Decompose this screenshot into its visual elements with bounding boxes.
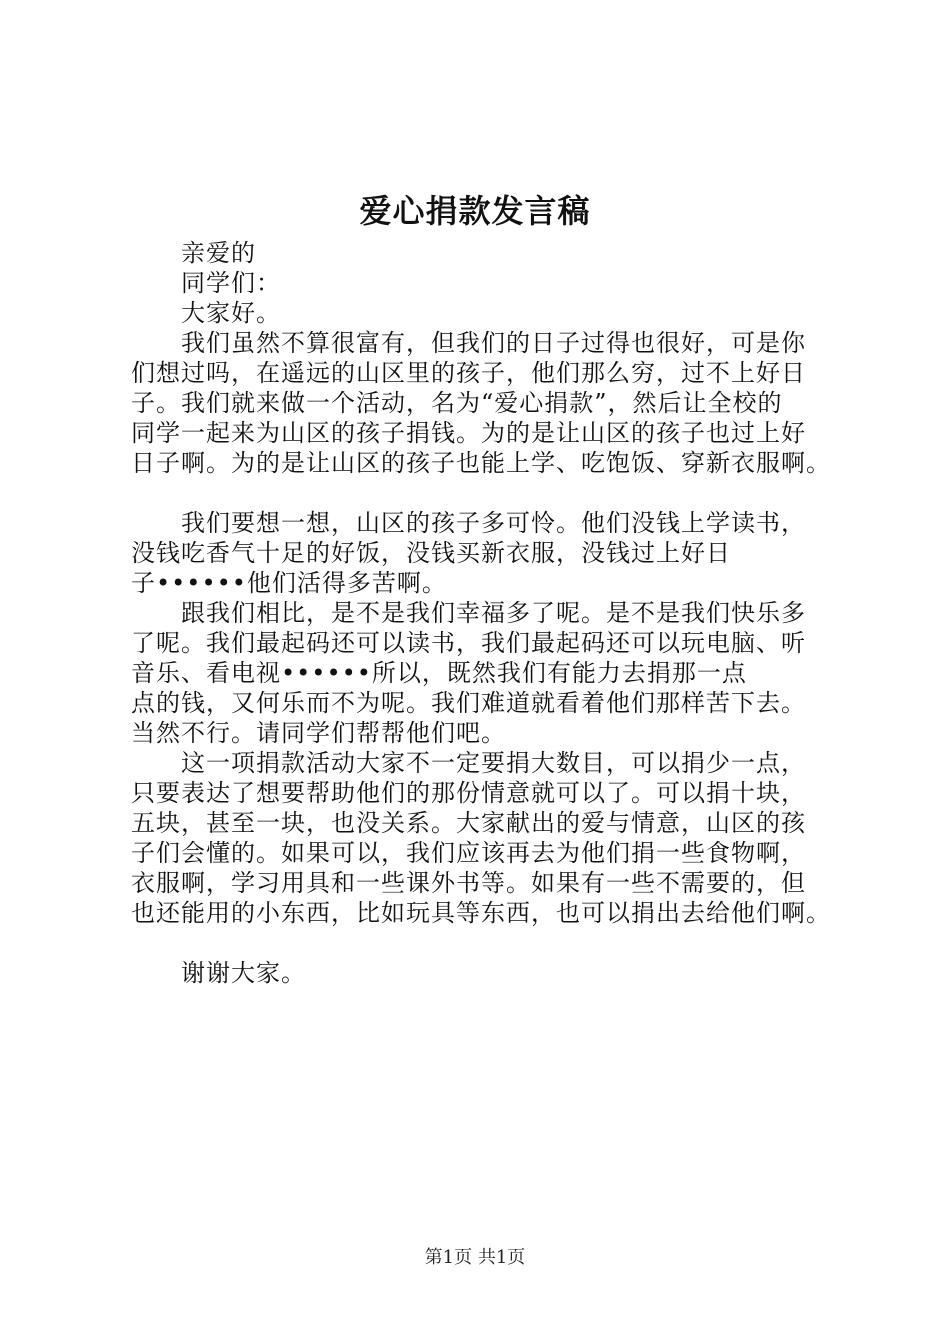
paragraph-line: 这一项捐款活动大家不一定要捐大数目，可以捐少一点，	[181, 749, 806, 777]
paragraph-line: 同学一起来为山区的孩子捐钱。为的是让山区的孩子也过上好	[131, 419, 806, 447]
paragraph-line: 日子啊。为的是让山区的孩子也能上学、吃饱饭、穿新衣服啊。	[131, 449, 831, 477]
paragraph-line: 我们虽然不算很富有，但我们的日子过得也很好，可是你	[181, 329, 806, 357]
paragraph-line: 没钱吃香气十足的好饭，没钱买新衣服，没钱过上好日	[131, 539, 731, 567]
paragraph-line: 当然不行。请同学们帮帮他们吧。	[131, 719, 506, 747]
closing-line: 谢谢大家。	[181, 959, 306, 987]
paragraph-line: 只要表达了想要帮助他们的那份情意就可以了。可以捐十块，	[131, 779, 806, 807]
paragraph-line: 五块，甚至一块，也没关系。大家献出的爱与情意，山区的孩	[131, 809, 806, 837]
paragraph-line: 也还能用的小东西，比如玩具等东西，也可以捐出去给他们啊。	[131, 899, 831, 927]
salutation-line: 亲爱的	[181, 239, 256, 267]
document-body	[131, 238, 831, 988]
greeting-line: 大家好。	[181, 299, 281, 327]
paragraph-line: 们想过吗，在遥远的山区里的孩子，他们那么穷，过不上好日	[131, 359, 806, 387]
paragraph-line: 了呢。我们最起码还可以读书，我们最起码还可以玩电脑、听	[131, 629, 806, 657]
salutation-line: 同学们：	[181, 269, 281, 297]
paragraph-gap	[131, 928, 831, 958]
paragraph-line: 音乐、看电视••••••所以，既然我们有能力去捐那一点	[131, 659, 747, 687]
document-title: 爱心捐款发言稿	[359, 192, 591, 230]
paragraph-line: 子••••••他们活得多苦啊。	[131, 569, 447, 597]
paragraph-line: 子们会懂的。如果可以，我们应该再去为他们捐一些食物啊，	[131, 839, 806, 867]
paragraph-gap	[131, 478, 831, 508]
paragraph-line: 子。我们就来做一个活动，名为“爱心捐款”，然后让全校的	[131, 389, 783, 417]
paragraph-line: 衣服啊，学习用具和一些课外书等。如果有一些不需要的，但	[131, 869, 806, 897]
paragraph-line: 跟我们相比，是不是我们幸福多了呢。是不是我们快乐多	[181, 599, 806, 627]
paragraph-line: 点的钱，又何乐而不为呢。我们难道就看着他们那样苦下去。	[131, 689, 806, 717]
page-footer: 第1页 共1页	[424, 1247, 526, 1268]
paragraph-line: 我们要想一想，山区的孩子多可怜。他们没钱上学读书，	[181, 509, 806, 537]
